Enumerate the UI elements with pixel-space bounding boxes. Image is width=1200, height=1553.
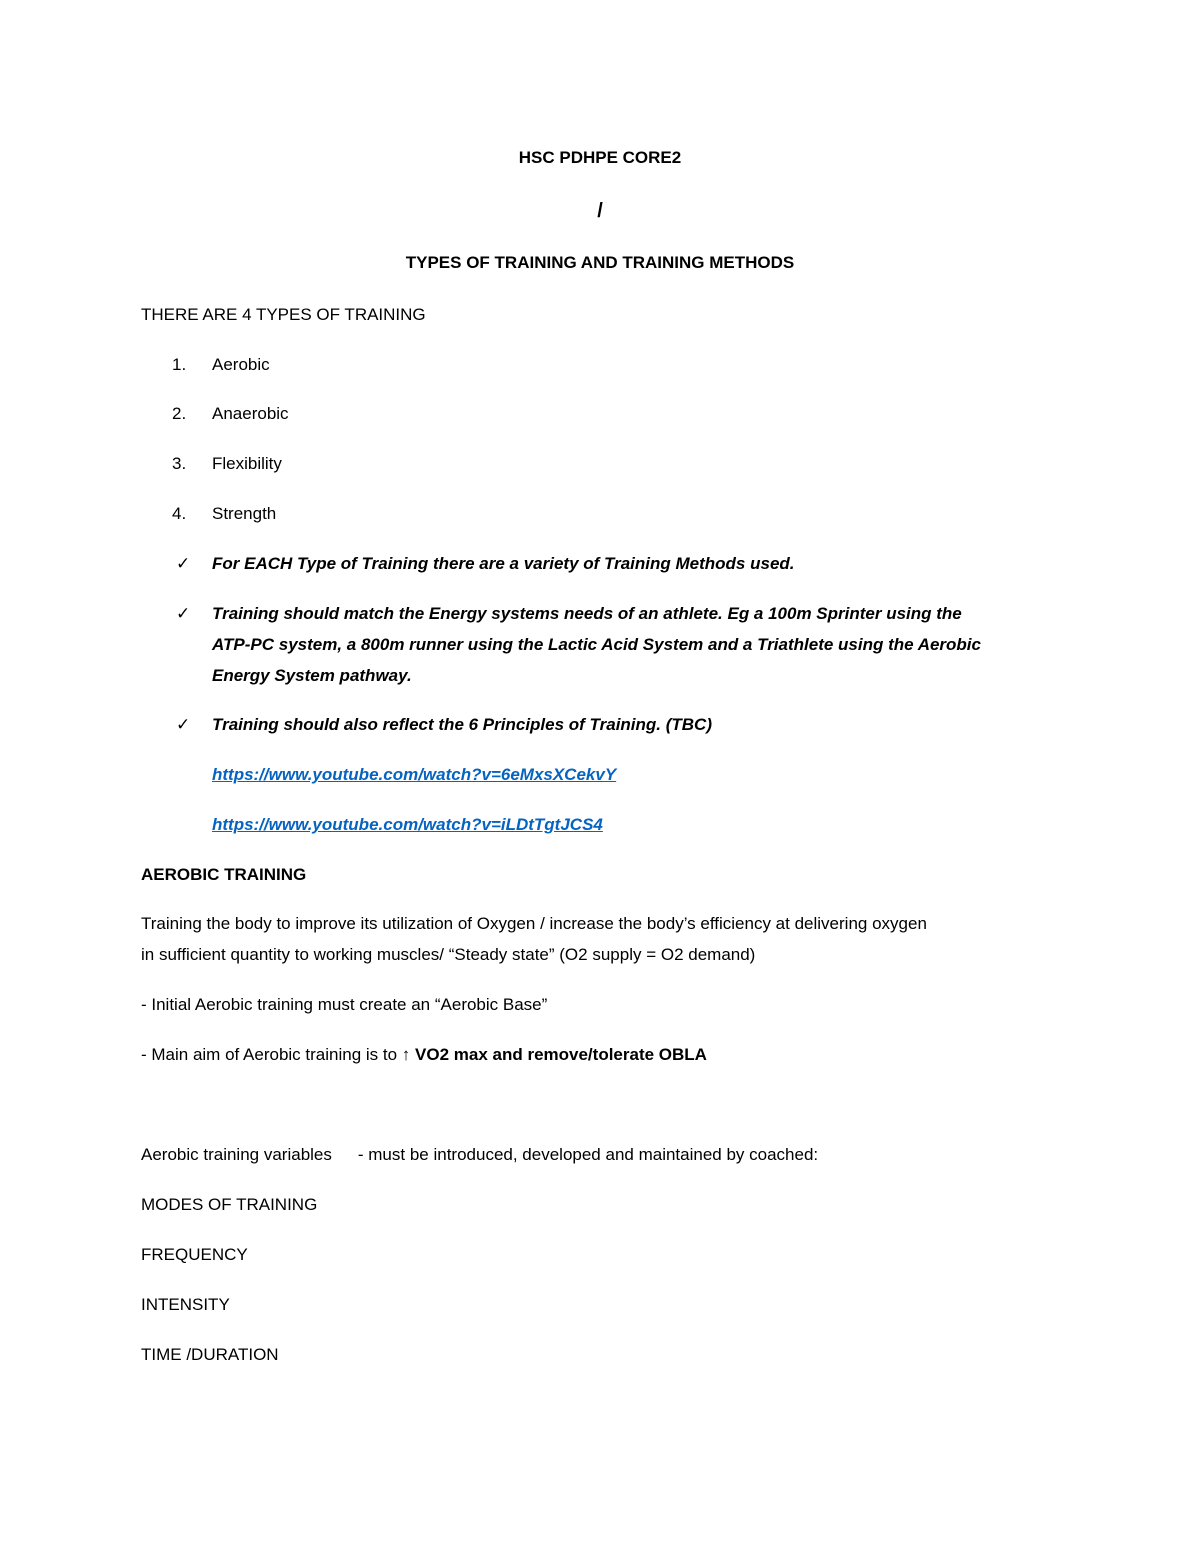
aim-prefix: - Main aim of Aerobic training is to ↑ — [141, 1045, 416, 1064]
list-item-label: Flexibility — [212, 454, 282, 473]
list-item-label: Anaerobic — [212, 404, 289, 423]
aerobic-heading: AEROBIC TRAINING — [141, 865, 307, 884]
list-item: TIME /DURATION — [141, 1345, 279, 1364]
check-point-text: Training should also reflect the 6 Principles of Training. (TBC) — [212, 715, 712, 734]
variables-line — [141, 1144, 818, 1166]
list-number: 3. — [172, 454, 187, 473]
types-intro: THERE ARE 4 TYPES OF TRAINING — [141, 305, 426, 324]
check-point-text: ATP-PC system, a 800m runner using the Lactic Acid System and a Triathlete using the Aerobic — [212, 635, 981, 654]
youtube-link-2[interactable]: https://www.youtube.com/watch?v=iLDtTgtJCS4 — [212, 815, 603, 834]
list-item-label: Aerobic — [212, 355, 270, 374]
document-subtitle: TYPES OF TRAINING AND TRAINING METHODS — [405, 253, 795, 272]
document-title: HSC PDHPE CORE2 — [518, 148, 682, 167]
list-number: 2. — [172, 404, 187, 423]
checkmark-icon: ✓ — [176, 554, 191, 573]
list-item: FREQUENCY — [141, 1245, 248, 1264]
check-point-text: For EACH Type of Training there are a variety of Training Methods used. — [212, 554, 795, 573]
aerobic-base-line: - Initial Aerobic training must create an “Aerobic Base” — [141, 995, 548, 1014]
aerobic-paragraph-line: Training the body to improve its utilization of Oxygen / increase the body’s efficiency at delivering oxygen — [141, 914, 927, 933]
list-item: MODES OF TRAINING — [141, 1195, 318, 1214]
youtube-link-1[interactable]: https://www.youtube.com/watch?v=6eMxsXCekvY — [212, 765, 617, 784]
list-item-label: Strength — [212, 504, 277, 523]
checkmark-icon: ✓ — [176, 715, 191, 734]
list-number: 1. — [172, 355, 187, 374]
list-item: INTENSITY — [141, 1295, 230, 1314]
check-point-text: Energy System pathway. — [212, 666, 412, 685]
list-number: 4. — [172, 504, 187, 523]
title-separator: / — [597, 200, 603, 222]
aerobic-aim-line — [141, 1044, 707, 1066]
check-point-text: Training should match the Energy systems needs of an athlete. Eg a 100m Sprinter using the — [212, 604, 962, 623]
aerobic-paragraph-line: in sufficient quantity to working muscles/ “Steady state” (O2 supply = O2 demand) — [141, 945, 756, 964]
aim-bold: VO2 max and remove/tolerate OBLA — [415, 1045, 707, 1064]
variables-label: Aerobic training variables — [141, 1145, 332, 1164]
checkmark-icon: ✓ — [176, 604, 191, 623]
variables-note: - must be introduced, developed and maintained by coached: — [357, 1145, 819, 1164]
